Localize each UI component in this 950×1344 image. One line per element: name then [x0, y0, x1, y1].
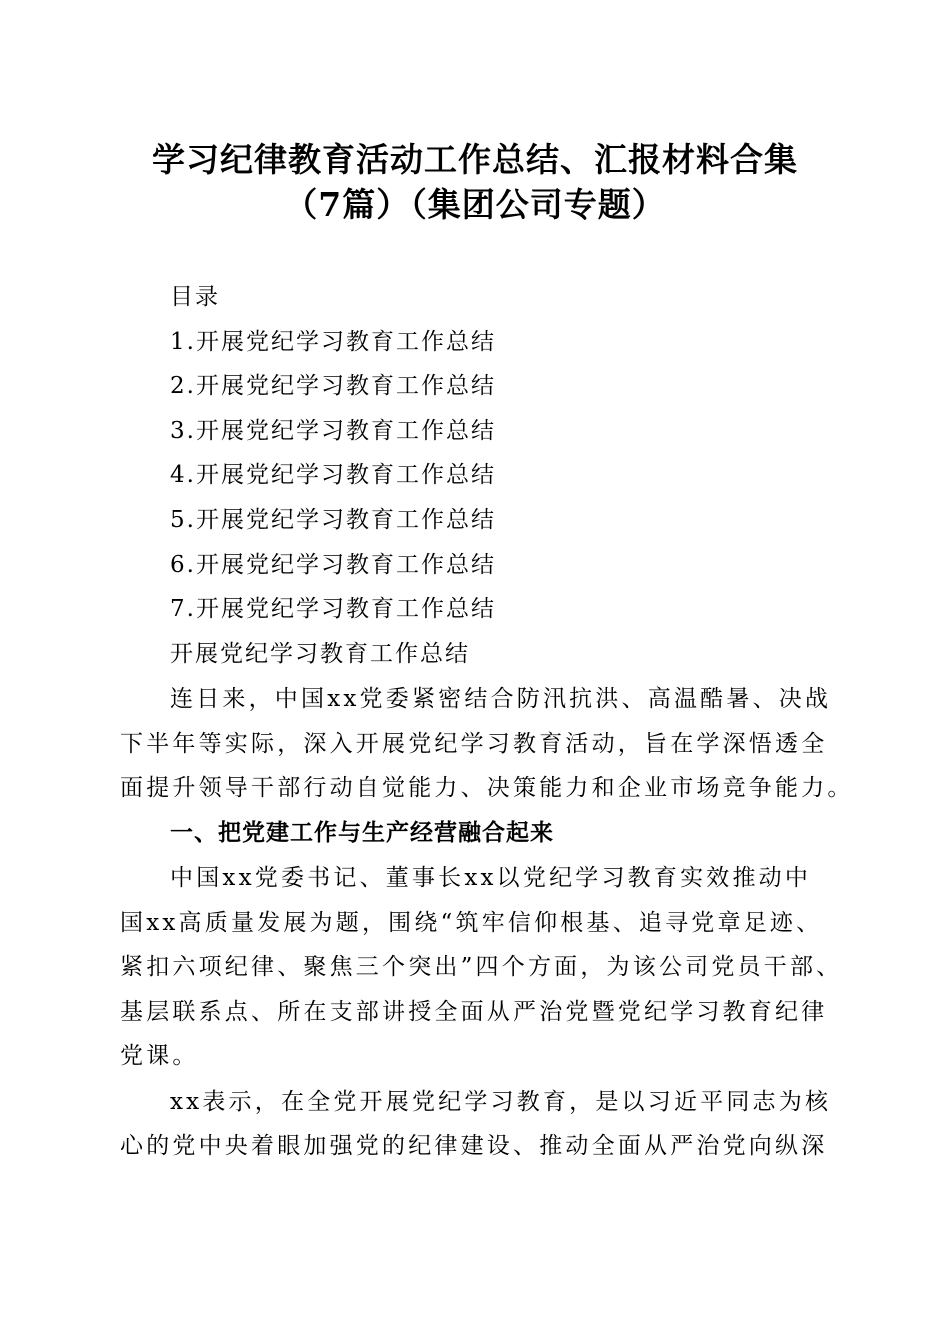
toc-heading: 目录	[170, 284, 220, 310]
toc-item: 6.开展党纪学习教育工作总结	[170, 552, 496, 578]
toc-item: 1.开展党纪学习教育工作总结	[170, 329, 496, 355]
paragraph-line: 中国xx党委书记、董事长xx以党纪学习教育实效推动中	[170, 865, 812, 891]
document-title-line-1: 学习纪律教育活动工作总结、汇报材料合集	[152, 140, 798, 179]
toc-item: 2.开展党纪学习教育工作总结	[170, 373, 496, 399]
paragraph-line: 连日来，中国xx党委紧密结合防汛抗洪、高温酷暑、决战	[170, 686, 832, 712]
toc-item: 3.开展党纪学习教育工作总结	[170, 418, 496, 444]
section-heading: 一、把党建工作与生产经营融合起来	[170, 820, 554, 846]
paragraph-line: 基层联系点、所在支部讲授全面从严治党暨党纪学习教育纪律	[120, 999, 828, 1025]
paragraph-line: 面提升领导干部行动自觉能力、决策能力和企业市场竞争能力。	[120, 775, 854, 801]
paragraph-line: 党课。	[120, 1043, 199, 1069]
article-title: 开展党纪学习教育工作总结	[170, 641, 470, 667]
paragraph-line: 紧扣六项纪律、聚焦三个突出”四个方面，为该公司党员干部、	[120, 954, 843, 980]
paragraph-line: 心的党中央着眼加强党的纪律建设、推动全面从严治党向纵深	[120, 1133, 828, 1159]
toc-item: 7.开展党纪学习教育工作总结	[170, 596, 496, 622]
toc-item: 5.开展党纪学习教育工作总结	[170, 507, 496, 533]
paragraph-line: 下半年等实际，深入开展党纪学习教育活动，旨在学深悟透全	[120, 731, 828, 757]
toc-item: 4.开展党纪学习教育工作总结	[170, 462, 496, 488]
paragraph-line: xx表示，在全党开展党纪学习教育，是以习近平同志为核	[170, 1089, 832, 1115]
document-title-line-2: （7篇）（集团公司专题）	[284, 185, 666, 224]
paragraph-line: 国xx高质量发展为题，围绕“筑牢信仰根基、追寻党章足迹、	[120, 910, 823, 936]
